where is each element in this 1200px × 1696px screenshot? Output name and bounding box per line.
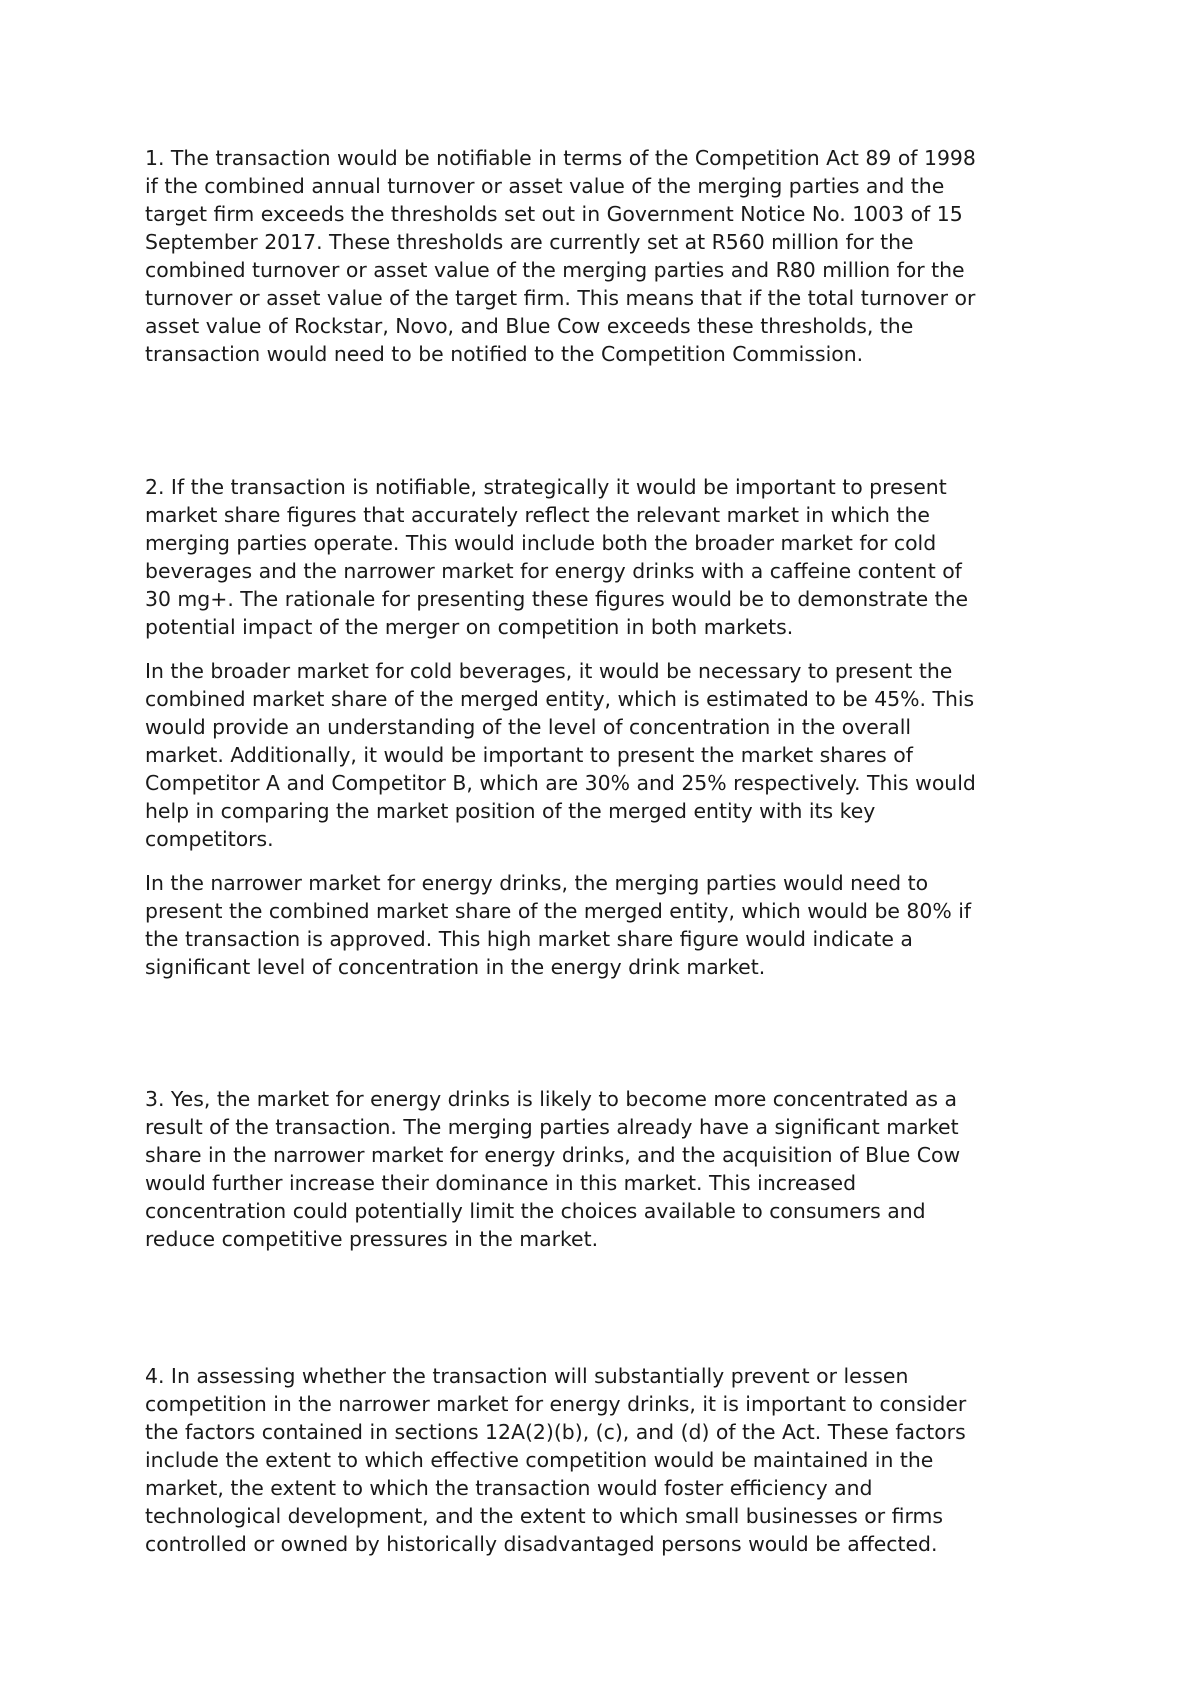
answer-2-energy-drinks-paragraph: In the narrower market for energy drinks, the merging parties would need to present the combined market share of the merged entity, which would be 80% if the transaction is approved. This high market share figure would indicate a significant level of concentration in the energy drink market.	[145, 871, 972, 979]
answer-section-3	[145, 1085, 1065, 1253]
answer-1-paragraph: 1. The transaction would be notifiable in terms of the Competition Act 89 of 1998 if the combined annual turnover or asset value of the merging parties and the target firm exceeds the thresholds set out in Government Notice No. 1003 of 15 September 2017. These thresholds are currently set at R560 million for the combined turnover or asset value of the merging parties and R80 million for the turnover or asset value of the target firm. This means that if the total turnover or asset value of Rockstar, Novo, and Blue Cow exceeds these thresholds, the transaction would need to be notified to the Competition Commission.	[145, 146, 976, 366]
answer-2-cold-beverages-paragraph: In the broader market for cold beverages, it would be necessary to present the combined market share of the merged entity, which is estimated to be 45%. This would provide an understanding of the level of concentration in the overall market. Additionally, it would be important to present the market shares of Competitor A and Competitor B, which are 30% and 25% respectively. This would help in comparing the market position of the merged entity with its key competitors.	[145, 659, 976, 851]
answer-4-paragraph: 4. In assessing whether the transaction will substantially prevent or lessen competition in the narrower market for energy drinks, it is important to consider the factors contained in sections 12A(2)(b), (c), and (d) of the Act. These factors include the extent to which effective competition would be maintained in the market, the extent to which the transaction would foster efficiency and technological development, and the extent to which small businesses or firms controlled or owned by historically disadvantaged persons would be affected.	[145, 1364, 967, 1556]
answer-section-1	[145, 144, 1065, 368]
answer-3-paragraph: 3. Yes, the market for energy drinks is likely to become more concentrated as a result of the transaction. The merging parties already have a significant market share in the narrower market for energy drinks, and the acquisition of Blue Cow would further increase their dominance in this market. This increased concentration could potentially limit the choices available to consumers and reduce competitive pressures in the market.	[145, 1087, 961, 1251]
answer-section-4	[145, 1362, 1065, 1558]
answer-section-2	[145, 473, 1065, 981]
answer-2-intro-paragraph: 2. If the transaction is notifiable, strategically it would be important to present market share figures that accurately reflect the relevant market in which the merging parties operate. This would include both the broader market for cold beverages and the narrower market for energy drinks with a caffeine content of 30 mg+. The rationale for presenting these figures would be to demonstrate the potential impact of the merger on competition in both markets.	[145, 475, 969, 639]
